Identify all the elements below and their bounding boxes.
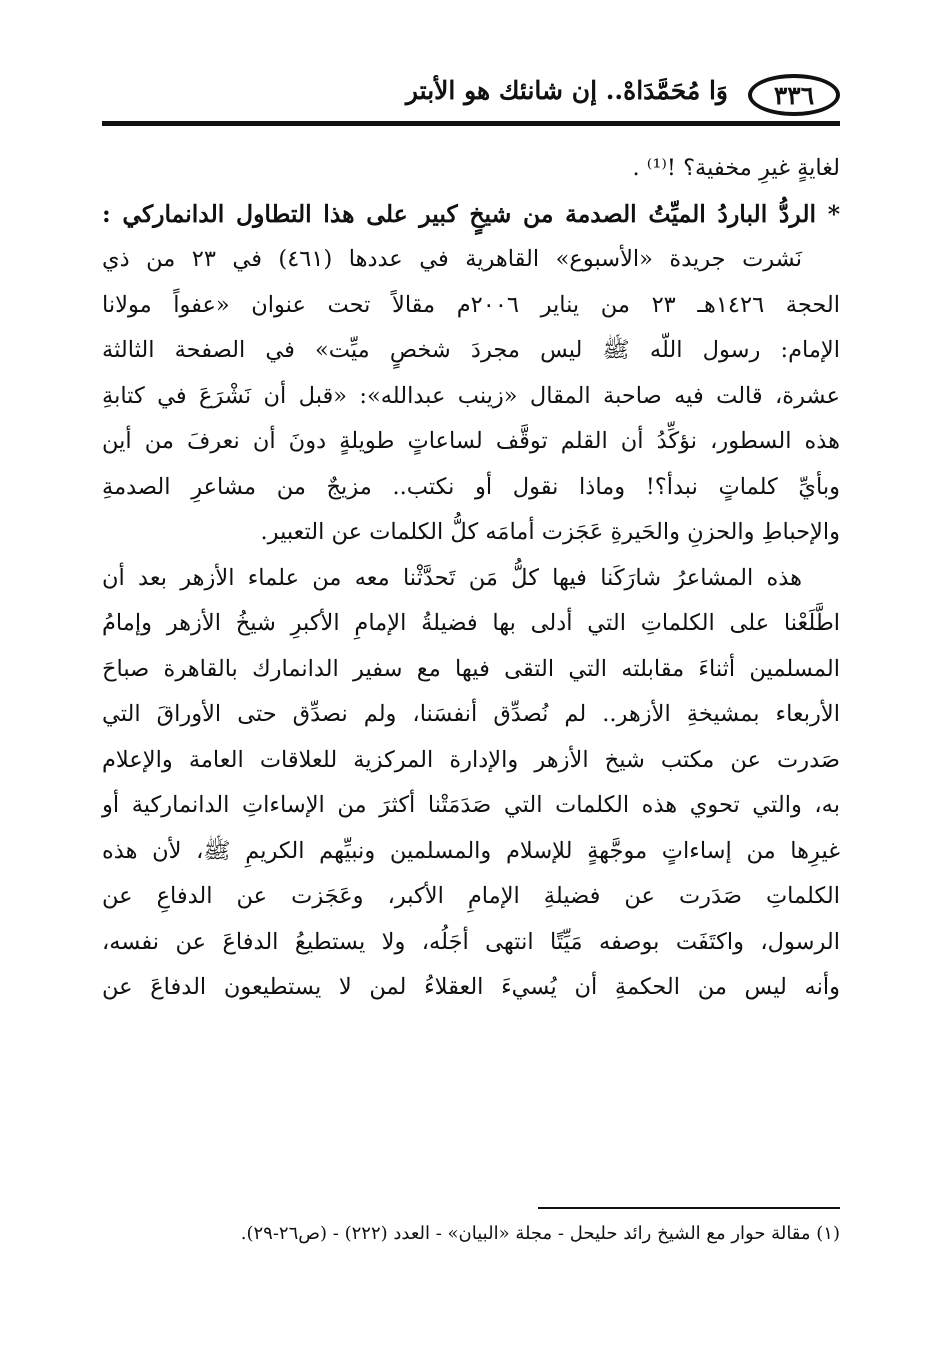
paragraph-line: الرسول، واكتَفَت بوصفه مَيِّتًا انتهى أجَلُه، ولا يستطيعُ الدفاعَ عن نفسه،: [102, 928, 840, 955]
paragraph-line: وبأيِّ كلماتٍ نبدأ؟! وماذا نقول أو نكتب.. مزيجٌ من مشاعرِ الصدمةِ: [102, 473, 840, 500]
running-title: وَا مُحَمَّدَاهْ.. إن شانئك هو الأبتر: [405, 76, 728, 105]
paragraph-line: هذه المشاعرُ شارَكَنا فيها كلُّ مَن تَحدَّثْنا معه من علماء الأزهر بعد أن: [102, 564, 802, 591]
paragraph-line: المسلمين أثناءَ مقابلته التي التقى فيها مع سفير الدانمارك بالقاهرة صباحَ: [102, 655, 840, 682]
continuation-line: لغايةٍ غيرِ مخفية؟ !⁽¹⁾ .: [632, 155, 840, 181]
paragraph-2: [102, 556, 840, 1011]
paragraph-line: هذه السطور، نؤكِّدُ أن القلم توقَّف لساعاتٍ طويلةٍ دونَ أن نعرفَ من أين: [102, 428, 840, 454]
paragraph-line: به، والتي تحوي هذه الكلمات التي صَدَمَتْنا أكثرَ من الإساءاتِ الدانماركية أو: [102, 792, 840, 818]
header-rule: [102, 121, 840, 126]
footnote: (١) مقالة حوار مع الشيخ رائد حليحل - مجلة «البيان» - العدد (٢٢٢) - (ص٢٦-٢٩).: [240, 1223, 840, 1244]
paragraph-1: [102, 237, 840, 556]
paragraph-line: غيرِها من إساءاتٍ موجَّهةٍ للإسلام والمسلمين ونبيِّهم الكريمِ ﷺ، لأن هذه: [102, 837, 840, 864]
paragraph-line: الكلماتِ صَدَرت عن فضيلةِ الإمامِ الأكبر، وعَجَزت عن الدفاعِ عن: [102, 883, 840, 909]
paragraph-line: عشرة، قالت فيه صاحبة المقال «زينب عبدالله»: «قبل أن نَشْرَعَ في كتابةِ: [102, 382, 840, 409]
paragraph-line: الأربعاء بمشيخةِ الأزهر.. لم نُصدِّق أنفسَنا، ولم نصدِّق حتى الأوراقَ التي: [102, 701, 840, 727]
paragraph-line: اطَّلَعْنا على الكلماتِ التي أدلى بها فضيلةُ الإمامِ الأكبرِ شيخُ الأزهر وإمامُ: [102, 610, 840, 636]
paragraph-line: صَدرت عن مكتب شيخ الأزهر والإدارة المركزية للعلاقات العامة والإعلام: [102, 746, 840, 773]
paragraph-line: الحجة ١٤٢٦هـ ٢٣ من يناير ٢٠٠٦م مقالاً تحت عنوان «عفواً مولانا: [102, 291, 840, 318]
section-heading: * الردُّ الباردُ الميِّتُ الصدمة من شيخٍ كبير على هذا التطاول الدانماركي :: [102, 199, 840, 228]
page-number: ٣٣٦: [748, 74, 840, 116]
paragraph-line: وأنه ليس من الحكمةِ أن يُسيءَ العقلاءُ لمن لا يستطيعون الدفاعَ عن: [102, 974, 840, 1000]
page-header: [102, 70, 840, 126]
paragraph-line: نَشرت جريدة «الأسبوع» القاهرية في عددها (٤٦١) في ٢٣ من ذي: [102, 246, 803, 272]
footnote-separator: [538, 1207, 840, 1209]
paragraph-line: الإمام: رسول اللّه ﷺ ليس مجردَ شخصٍ ميِّت» في الصفحة الثالثة: [102, 337, 840, 363]
main-text: [102, 146, 840, 1011]
paragraph-line: والإحباطِ والحزنِ والحَيرةِ عَجَزت أمامَه كلُّ الكلمات عن التعبير.: [260, 519, 840, 545]
